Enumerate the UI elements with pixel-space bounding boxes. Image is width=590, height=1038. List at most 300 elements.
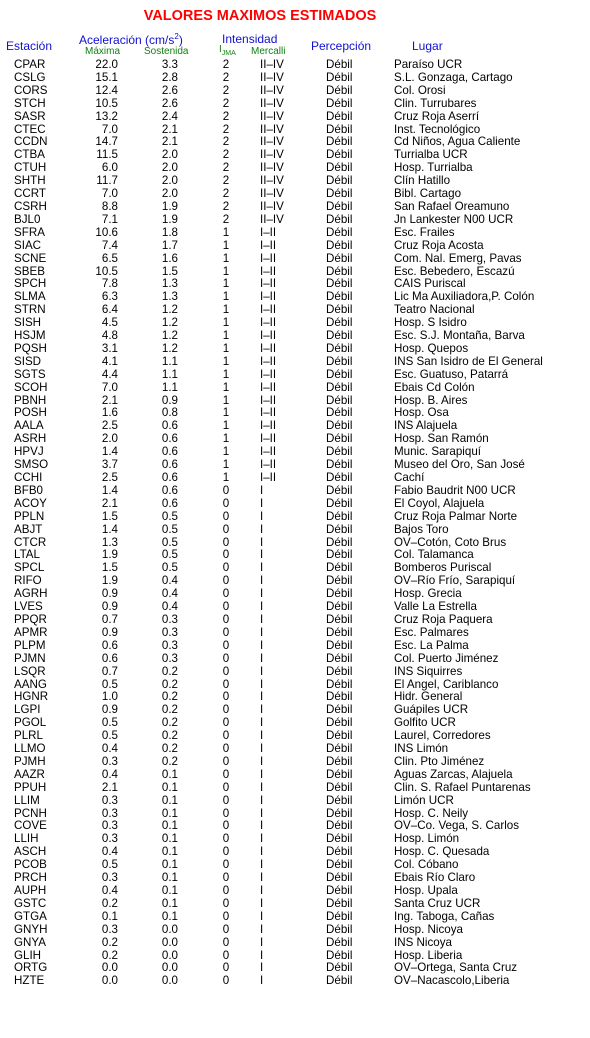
sustained-acceleration: 0.2: [161, 754, 178, 768]
intensity-jma: 2: [222, 135, 230, 149]
perception: Débil: [326, 858, 353, 872]
intensity-jma: 1: [222, 354, 230, 368]
intensity-jma: 2: [222, 122, 230, 136]
intensity-mercalli: I: [260, 483, 264, 497]
sustained-acceleration: 1.2: [161, 303, 178, 317]
intensity-mercalli: I: [260, 561, 264, 575]
table-row: [0, 588, 590, 601]
sustained-acceleration: 2.1: [161, 122, 178, 136]
sustained-acceleration: 0.6: [161, 483, 178, 497]
perception: Débil: [326, 406, 353, 420]
intensity-jma: 0: [222, 690, 230, 704]
location: INS Alajuela: [394, 419, 458, 433]
sustained-acceleration: 1.9: [161, 212, 178, 226]
station-code: COVE: [14, 819, 47, 833]
intensity-mercalli: I–II: [260, 341, 277, 355]
max-acceleration: 0.7: [101, 664, 118, 678]
max-acceleration: 4.4: [101, 367, 118, 381]
table-row: [0, 369, 590, 382]
header-aceleracion-exponent: 2: [174, 32, 179, 41]
max-acceleration: 3.7: [101, 458, 118, 472]
intensity-mercalli: II–IV: [260, 161, 284, 175]
table-row: [0, 511, 590, 524]
sustained-acceleration: 2.6: [161, 96, 178, 110]
location: OV–Nacascolo,Liberia: [394, 974, 510, 988]
station-code: LLMO: [14, 742, 46, 756]
station-code: AALA: [14, 419, 44, 433]
max-acceleration: 1.3: [101, 535, 118, 549]
location: Munic. Sarapiquí: [394, 445, 481, 459]
location: Cd Niños, Agua Caliente: [394, 135, 521, 149]
location: Hosp. Quepos: [394, 341, 469, 355]
max-acceleration: 2.1: [101, 393, 118, 407]
location: Turrialba UCR: [394, 148, 468, 162]
perception: Débil: [326, 354, 353, 368]
perception: Débil: [326, 109, 353, 123]
location: Fabio Baudrit N00 UCR: [394, 483, 516, 497]
intensity-mercalli: I–II: [260, 354, 277, 368]
intensity-mercalli: I: [260, 858, 264, 872]
station-code: SFRA: [14, 225, 45, 239]
intensity-mercalli: I: [260, 961, 264, 975]
station-code: ASRH: [14, 432, 47, 446]
sustained-acceleration: 0.4: [161, 587, 178, 601]
location: Bajos Toro: [394, 522, 449, 536]
max-acceleration: 7.4: [101, 238, 118, 252]
intensity-jma: 0: [222, 948, 230, 962]
max-acceleration: 0.3: [101, 922, 118, 936]
max-acceleration: 0.3: [101, 819, 118, 833]
perception: Débil: [326, 612, 353, 626]
location: Limón UCR: [394, 793, 454, 807]
station-code: GNYA: [14, 935, 46, 949]
intensity-jma: 0: [222, 638, 230, 652]
max-acceleration: 13.2: [95, 109, 118, 123]
max-acceleration: 0.5: [101, 858, 118, 872]
location: Hosp. San Ramón: [394, 432, 489, 446]
location: Clin. Pto Jiménez: [394, 754, 485, 768]
subheader-i-jma: [219, 44, 236, 57]
max-acceleration: 3.1: [101, 341, 118, 355]
station-code: SISD: [14, 354, 42, 368]
table-row: [0, 820, 590, 833]
sustained-acceleration: 0.0: [161, 961, 178, 975]
perception: Débil: [326, 845, 353, 859]
intensity-mercalli: I: [260, 948, 264, 962]
table-row: [0, 304, 590, 317]
max-acceleration: 0.0: [101, 974, 118, 988]
perception: Débil: [326, 70, 353, 84]
max-acceleration: 0.9: [101, 703, 118, 717]
intensity-mercalli: I: [260, 884, 264, 897]
intensity-jma: 0: [222, 922, 230, 936]
station-code: STCH: [14, 96, 46, 110]
max-acceleration: 7.0: [101, 122, 118, 136]
location: Hosp. Upala: [394, 884, 458, 897]
intensity-mercalli: I: [260, 780, 264, 794]
max-acceleration: 0.5: [101, 677, 118, 691]
intensity-jma: 0: [222, 483, 230, 497]
location: Hosp. Turrialba: [394, 161, 473, 175]
max-acceleration: 4.1: [101, 354, 118, 368]
sustained-acceleration: 0.2: [161, 716, 178, 730]
max-acceleration: 1.5: [101, 561, 118, 575]
intensity-jma: 1: [222, 367, 230, 381]
intensity-mercalli: I–II: [260, 367, 277, 381]
perception: Débil: [326, 561, 353, 575]
intensity-jma: 0: [222, 871, 230, 885]
sustained-acceleration: 1.1: [161, 367, 178, 381]
intensity-jma: 0: [222, 742, 230, 756]
intensity-jma: 2: [222, 58, 230, 71]
intensity-mercalli: I: [260, 832, 264, 846]
station-table: [0, 59, 590, 988]
intensity-mercalli: I–II: [260, 264, 277, 278]
sustained-acceleration: 0.3: [161, 625, 178, 639]
perception: Débil: [326, 548, 353, 562]
sustained-acceleration: 0.2: [161, 703, 178, 717]
intensity-jma: 1: [222, 406, 230, 420]
table-row: [0, 717, 590, 730]
max-acceleration: 1.9: [101, 548, 118, 562]
intensity-mercalli: I: [260, 909, 264, 923]
intensity-jma: 0: [222, 600, 230, 614]
table-row: [0, 253, 590, 266]
intensity-jma: 0: [222, 909, 230, 923]
station-code: HGNR: [14, 690, 49, 704]
station-code: LLIM: [14, 793, 40, 807]
perception: Débil: [326, 522, 353, 536]
location: Hosp. Liberia: [394, 948, 463, 962]
table-row: [0, 227, 590, 240]
table-row: [0, 162, 590, 175]
perception: Débil: [326, 819, 353, 833]
intensity-mercalli: I: [260, 742, 264, 756]
location: Com. Nal. Emerg, Pavas: [394, 251, 522, 265]
perception: Débil: [326, 329, 353, 343]
intensity-mercalli: I: [260, 574, 264, 588]
max-acceleration: 0.3: [101, 832, 118, 846]
intensity-jma: 0: [222, 767, 230, 781]
sustained-acceleration: 2.4: [161, 109, 178, 123]
intensity-jma: 0: [222, 716, 230, 730]
intensity-mercalli: I: [260, 651, 264, 665]
perception: Débil: [326, 212, 353, 226]
location: Cruz Roja Acosta: [394, 238, 484, 252]
intensity-jma: 0: [222, 522, 230, 536]
station-code: ABJT: [14, 522, 43, 536]
intensity-jma: 0: [222, 961, 230, 975]
sustained-acceleration: 1.3: [161, 290, 178, 304]
sustained-acceleration: 1.3: [161, 277, 178, 291]
station-code: PBNH: [14, 393, 47, 407]
intensity-jma: 0: [222, 793, 230, 807]
max-acceleration: 11.5: [96, 148, 118, 162]
max-acceleration: 0.6: [101, 638, 118, 652]
header-lugar: Lugar: [412, 39, 443, 53]
intensity-mercalli: I–II: [260, 406, 277, 420]
perception: Débil: [326, 380, 353, 394]
sustained-acceleration: 0.6: [161, 496, 178, 510]
perception: Débil: [326, 780, 353, 794]
intensity-mercalli: I: [260, 716, 264, 730]
table-row: [0, 743, 590, 756]
sustained-acceleration: 1.5: [161, 264, 178, 278]
sustained-acceleration: 0.5: [161, 561, 178, 575]
table-row: [0, 627, 590, 640]
intensity-mercalli: I: [260, 767, 264, 781]
intensity-jma: 0: [222, 561, 230, 575]
header-aceleracion-text: Aceleración (cm/s: [79, 33, 175, 47]
perception: Débil: [326, 664, 353, 678]
table-row: [0, 524, 590, 537]
location: INS Nicoya: [394, 935, 452, 949]
table-row: [0, 201, 590, 214]
perception: Débil: [326, 871, 353, 885]
station-code: HSJM: [14, 329, 46, 343]
intensity-jma: 0: [222, 612, 230, 626]
table-row: [0, 769, 590, 782]
station-code: POSH: [14, 406, 47, 420]
sustained-acceleration: 1.6: [161, 251, 178, 265]
intensity-jma: 0: [222, 884, 230, 897]
sustained-acceleration: 0.0: [161, 922, 178, 936]
intensity-mercalli: I: [260, 845, 264, 859]
station-code: PCOB: [14, 858, 47, 872]
location: OV–Co. Vega, S. Carlos: [394, 819, 520, 833]
intensity-mercalli: II–IV: [260, 58, 284, 71]
location: Teatro Nacional: [394, 303, 475, 317]
station-code: LTAL: [14, 548, 40, 562]
max-acceleration: 1.0: [101, 690, 118, 704]
max-acceleration: 0.6: [101, 651, 118, 665]
perception: Débil: [326, 884, 353, 897]
intensity-jma: 2: [222, 174, 230, 188]
sustained-acceleration: 0.3: [161, 612, 178, 626]
intensity-mercalli: I: [260, 625, 264, 639]
intensity-mercalli: II–IV: [260, 135, 284, 149]
max-acceleration: 1.4: [101, 483, 118, 497]
location: Paraíso UCR: [394, 58, 463, 71]
sustained-acceleration: 1.2: [161, 316, 178, 330]
max-acceleration: 0.3: [101, 806, 118, 820]
station-code: AUPH: [14, 884, 47, 897]
table-row: [0, 498, 590, 511]
sustained-acceleration: 0.1: [161, 884, 178, 897]
table-row: [0, 407, 590, 420]
intensity-jma: 1: [222, 329, 230, 343]
intensity-jma: 2: [222, 199, 230, 213]
perception: Débil: [326, 83, 353, 97]
sustained-acceleration: 2.0: [161, 187, 178, 201]
table-row: [0, 782, 590, 795]
table-row: [0, 433, 590, 446]
sustained-acceleration: 0.1: [161, 767, 178, 781]
perception: Débil: [326, 303, 353, 317]
station-code: LSQR: [14, 664, 46, 678]
perception: Débil: [326, 574, 353, 588]
max-acceleration: 4.8: [101, 329, 118, 343]
max-acceleration: 0.7: [101, 612, 118, 626]
perception: Débil: [326, 277, 353, 291]
perception: Débil: [326, 909, 353, 923]
sustained-acceleration: 0.1: [161, 896, 178, 910]
table-row: [0, 975, 590, 988]
subheader-i-jma-sub: JMA: [221, 50, 236, 57]
sustained-acceleration: 1.8: [161, 225, 178, 239]
table-row: [0, 640, 590, 653]
perception: Débil: [326, 535, 353, 549]
location: Bibl. Cartago: [394, 187, 462, 201]
intensity-jma: 0: [222, 548, 230, 562]
intensity-jma: 0: [222, 651, 230, 665]
max-acceleration: 1.9: [101, 574, 118, 588]
location: Col. Puerto Jiménez: [394, 651, 499, 665]
station-code: CTUH: [14, 161, 47, 175]
station-code: PGOL: [14, 716, 47, 730]
perception: Débil: [326, 948, 353, 962]
intensity-mercalli: I–II: [260, 458, 277, 472]
intensity-jma: 1: [222, 316, 230, 330]
sustained-acceleration: 2.0: [161, 148, 178, 162]
max-acceleration: 6.0: [101, 161, 118, 175]
location: El Angel, Cariblanco: [394, 677, 499, 691]
station-code: PPQR: [14, 612, 47, 626]
sustained-acceleration: 0.1: [161, 909, 178, 923]
table-row: [0, 885, 590, 898]
max-acceleration: 0.3: [101, 754, 118, 768]
subheader-maxima: Máxima: [85, 46, 121, 57]
max-acceleration: 7.0: [101, 380, 118, 394]
station-code: GNYH: [14, 922, 48, 936]
table-row: [0, 911, 590, 924]
station-code: PJMN: [14, 651, 46, 665]
max-acceleration: 0.5: [101, 729, 118, 743]
table-row: [0, 240, 590, 253]
station-code: PCNH: [14, 806, 47, 820]
perception: Débil: [326, 832, 353, 846]
table-row: [0, 175, 590, 188]
intensity-jma: 1: [222, 264, 230, 278]
intensity-mercalli: I–II: [260, 432, 277, 446]
perception: Débil: [326, 316, 353, 330]
location: Hosp. Osa: [394, 406, 449, 420]
max-acceleration: 0.1: [101, 909, 118, 923]
perception: Débil: [326, 471, 353, 484]
page-title: VALORES MAXIMOS ESTIMADOS: [143, 8, 377, 24]
location: Cruz Roja Aserrí: [394, 109, 480, 123]
intensity-jma: 0: [222, 754, 230, 768]
max-acceleration: 11.7: [96, 174, 118, 188]
intensity-mercalli: I: [260, 548, 264, 562]
max-acceleration: 0.4: [101, 884, 118, 897]
intensity-mercalli: I: [260, 896, 264, 910]
intensity-jma: 1: [222, 341, 230, 355]
max-acceleration: 4.5: [101, 316, 118, 330]
location: Jn Lankester N00 UCR: [394, 212, 514, 226]
location: Hosp. S Isidro: [394, 316, 467, 330]
station-code: GTGA: [14, 909, 47, 923]
header-aceleracion: [79, 32, 183, 47]
header-intensidad: Intensidad: [222, 32, 278, 46]
table-row: [0, 575, 590, 588]
station-code: RIFO: [14, 574, 42, 588]
intensity-mercalli: I: [260, 535, 264, 549]
perception: Débil: [326, 806, 353, 820]
location: Cruz Roja Paquera: [394, 612, 493, 626]
intensity-mercalli: I–II: [260, 419, 277, 433]
location: Hosp. Nicoya: [394, 922, 463, 936]
location: Col. Talamanca: [394, 548, 474, 562]
intensity-jma: 2: [222, 161, 230, 175]
location: OV–Ortega, Santa Cruz: [394, 961, 518, 975]
station-code: CORS: [14, 83, 48, 97]
intensity-mercalli: I: [260, 703, 264, 717]
intensity-jma: 0: [222, 780, 230, 794]
table-row: [0, 356, 590, 369]
sustained-acceleration: 0.4: [161, 600, 178, 614]
location: Clín Hatillo: [394, 174, 451, 188]
sustained-acceleration: 0.9: [161, 393, 178, 407]
intensity-mercalli: I–II: [260, 251, 277, 265]
sustained-acceleration: 2.8: [161, 70, 178, 84]
location: Inst. Tecnológico: [394, 122, 481, 136]
sustained-acceleration: 1.1: [161, 380, 178, 394]
intensity-mercalli: I: [260, 922, 264, 936]
station-code: SIAC: [14, 238, 42, 252]
max-acceleration: 2.0: [101, 432, 118, 446]
location: Laurel, Corredores: [394, 729, 491, 743]
header-percepcion: Percepción: [311, 39, 372, 53]
sustained-acceleration: 0.3: [161, 638, 178, 652]
sustained-acceleration: 0.1: [161, 806, 178, 820]
intensity-jma: 0: [222, 703, 230, 717]
intensity-jma: 1: [222, 380, 230, 394]
location: Esc. Palmares: [394, 625, 469, 639]
location: CAIS Puriscal: [394, 277, 466, 291]
sustained-acceleration: 0.1: [161, 793, 178, 807]
station-code: CTCR: [14, 535, 47, 549]
perception: Débil: [326, 729, 353, 743]
perception: Débil: [326, 974, 353, 988]
max-acceleration: 0.9: [101, 625, 118, 639]
station-code: AAZR: [14, 767, 45, 781]
perception: Débil: [326, 716, 353, 730]
table-row: [0, 666, 590, 679]
station-code: CPAR: [14, 58, 46, 71]
table-row: [0, 601, 590, 614]
subheader-mercalli: Mercalli: [251, 46, 286, 57]
perception: Débil: [326, 509, 353, 523]
intensity-jma: 1: [222, 303, 230, 317]
max-acceleration: 0.9: [101, 587, 118, 601]
intensity-jma: 0: [222, 664, 230, 678]
intensity-mercalli: I: [260, 793, 264, 807]
sustained-acceleration: 0.5: [161, 509, 178, 523]
intensity-jma: 1: [222, 432, 230, 446]
station-code: APMR: [14, 625, 48, 639]
max-acceleration: 7.8: [101, 277, 118, 291]
location: Esc. Guatuso, Patarrá: [394, 367, 509, 381]
intensity-mercalli: II–IV: [260, 109, 284, 123]
location: Hidr. General: [394, 690, 463, 704]
intensity-jma: 0: [222, 496, 230, 510]
perception: Débil: [326, 961, 353, 975]
max-acceleration: 6.5: [101, 251, 118, 265]
station-code: CTBA: [14, 148, 45, 162]
max-acceleration: 1.4: [101, 445, 118, 459]
max-acceleration: 8.8: [101, 199, 118, 213]
